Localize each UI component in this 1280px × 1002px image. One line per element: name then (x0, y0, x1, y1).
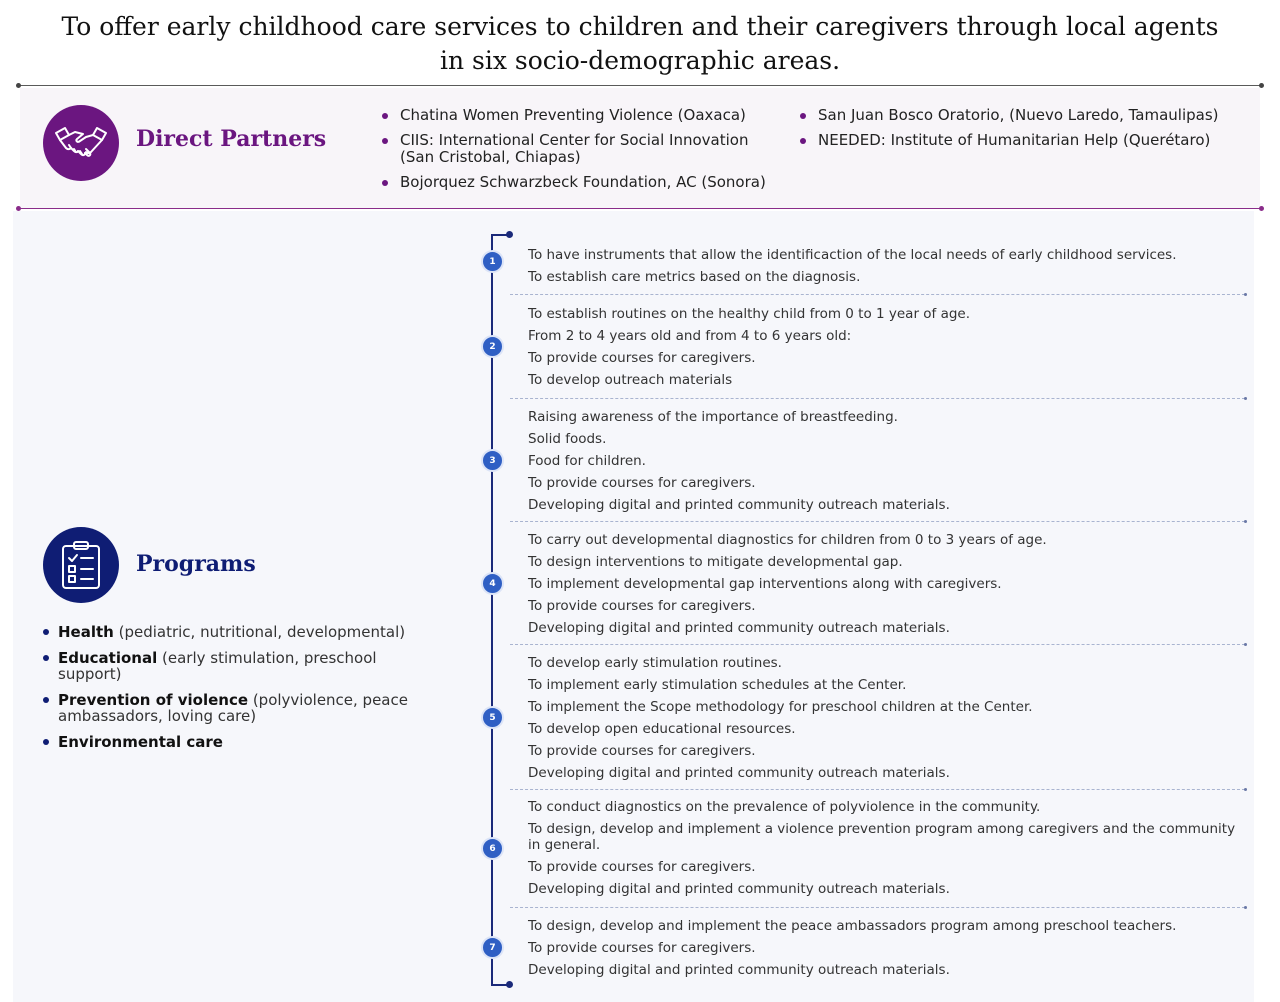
step-line: To provide courses for caregivers. (528, 475, 756, 491)
step-divider (510, 294, 1245, 295)
partner-item: San Juan Bosco Oratorio, (Nuevo Laredo, Tamaulipas) (798, 107, 1238, 124)
step-line: To carry out developmental diagnostics for children from 0 to 3 years of age. (528, 532, 1047, 548)
step-line: To provide courses for caregivers. (528, 743, 756, 759)
step-line: To establish care metrics based on the diagnosis. (528, 269, 861, 285)
top-divider (18, 85, 1262, 86)
step-line: To provide courses for caregivers. (528, 350, 756, 366)
step-3-number: 3 (481, 449, 504, 472)
step-2-number: 2 (481, 335, 504, 358)
step-line: To provide courses for caregivers. (528, 598, 756, 614)
step-4-number: 4 (481, 572, 504, 595)
partner-item: NEEDED: Institute of Humanitarian Help (Querétaro) (798, 132, 1238, 149)
step-4-list (528, 532, 1243, 642)
step-line: To implement developmental gap interventions along with caregivers. (528, 576, 1002, 592)
timeline-bottom-dot (506, 981, 513, 988)
step-line: From 2 to 4 years old and from 4 to 6 years old: (528, 328, 852, 344)
partners-list-left (380, 107, 772, 199)
step-2-list (528, 306, 1243, 394)
step-7-list (528, 918, 1243, 984)
handshake-icon (43, 105, 119, 181)
step-6-number: 6 (481, 837, 504, 860)
program-name: Prevention of violence (58, 691, 249, 709)
program-name: Educational (58, 649, 158, 667)
program-name: Environmental care (58, 733, 223, 751)
step-7-number: 7 (481, 936, 504, 959)
step-divider (510, 907, 1245, 908)
step-line: To provide courses for caregivers. (528, 859, 756, 875)
partners-divider (18, 208, 1262, 209)
program-detail: (early stimulation, preschool support) (58, 649, 377, 683)
partner-item: CIIS: International Center for Social Innovation (San Cristobal, Chiapas) (380, 132, 772, 166)
step-divider (510, 398, 1245, 399)
step-line: To have instruments that allow the identificaction of the local needs of early childhood services. (528, 247, 1177, 263)
step-3-list (528, 409, 1243, 519)
step-line: To implement the Scope methodology for preschool children at the Center. (528, 699, 1033, 715)
timeline-top-dot (506, 231, 513, 238)
step-line: Raising awareness of the importance of breastfeeding. (528, 409, 898, 425)
program-name: Health (58, 623, 114, 641)
step-5-number: 5 (481, 706, 504, 729)
step-divider (510, 644, 1245, 645)
step-line: Developing digital and printed community outreach materials. (528, 497, 950, 513)
step-divider (510, 789, 1245, 790)
partners-heading: Direct Partners (136, 126, 327, 152)
step-line: To design, develop and implement a violence prevention program among caregivers and the community in general. (528, 821, 1236, 853)
partner-item: Bojorquez Schwarzbeck Foundation, AC (Sonora) (380, 174, 772, 191)
partner-item: Chatina Women Preventing Violence (Oaxaca) (380, 107, 772, 124)
program-item (42, 650, 437, 682)
step-line: To establish routines on the healthy child from 0 to 1 year of age. (528, 306, 971, 322)
program-item (42, 624, 437, 640)
step-line: Developing digital and printed community outreach materials. (528, 881, 950, 897)
step-5-list (528, 655, 1243, 787)
step-line: Developing digital and printed community outreach materials. (528, 765, 950, 781)
step-line: To develop outreach materials (528, 372, 733, 388)
step-line: To conduct diagnostics on the prevalence of polyviolence in the community. (528, 799, 1041, 815)
step-line: To design, develop and implement the peace ambassadors program among preschool teachers. (528, 918, 1177, 934)
step-line: To develop early stimulation routines. (528, 655, 782, 671)
step-line: To provide courses for caregivers. (528, 940, 756, 956)
step-6-list (528, 799, 1243, 903)
program-detail: (pediatric, nutritional, developmental) (113, 623, 406, 641)
step-line: Developing digital and printed community outreach materials. (528, 620, 950, 636)
step-line: To implement early stimulation schedules at the Center. (528, 677, 907, 693)
title-line-2: in six socio-demographic areas. (439, 46, 841, 75)
program-item (42, 692, 437, 724)
step-line: Food for children. (528, 453, 646, 469)
program-detail: (polyviolence, peace ambassadors, loving care) (58, 691, 408, 725)
programs-heading: Programs (136, 551, 256, 577)
step-line: Developing digital and printed community outreach materials. (528, 962, 950, 978)
title-line-1: To offer early childhood care services to children and their caregivers through local agents (61, 12, 1219, 41)
step-line: To design interventions to mitigate developmental gap. (528, 554, 903, 570)
partners-list-right (798, 107, 1238, 157)
step-divider (510, 521, 1245, 522)
step-line: Solid foods. (528, 431, 607, 447)
programs-list (42, 624, 437, 760)
program-item (42, 734, 437, 750)
step-1-number: 1 (481, 250, 504, 273)
clipboard-checklist-icon (43, 527, 119, 603)
page-title (20, 10, 1260, 78)
step-1-list (528, 247, 1243, 291)
step-line: To develop open educational resources. (528, 721, 796, 737)
